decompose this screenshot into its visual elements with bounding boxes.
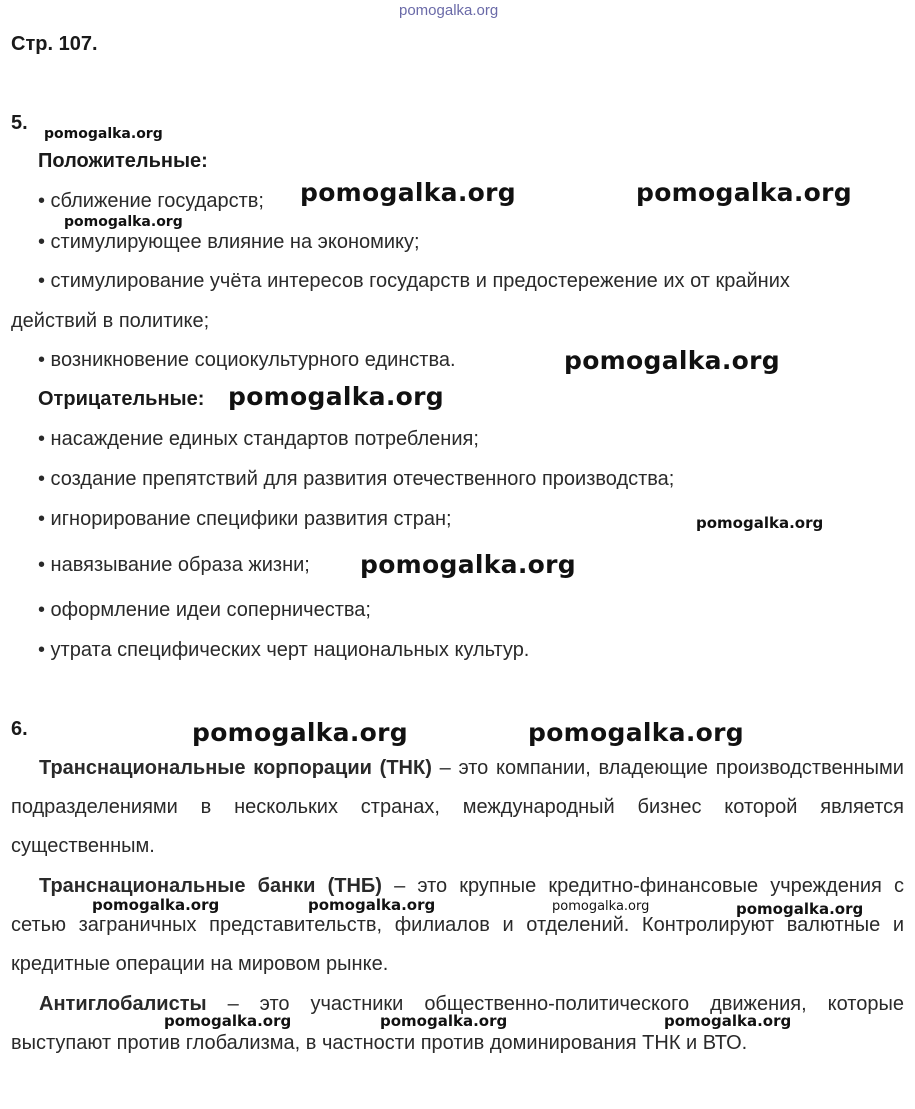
definition-antiglobalists-text: – это участники общественно-политического движения, которые выступают против глобализма, в частности против доминирования ТНК и ВТО. bbox=[11, 993, 904, 1054]
watermark-1: pomogalka.org bbox=[44, 126, 163, 142]
negative-item-4: • навязывание образа жизни; bbox=[38, 554, 310, 576]
watermark-4: pomogalka.org bbox=[64, 214, 183, 230]
watermark-10: pomogalka.org bbox=[528, 718, 744, 747]
negative-item-2: • создание препятствий для развития отечественного производства; bbox=[38, 468, 675, 490]
definition-antiglobalists-term: Антиглобалисты bbox=[39, 993, 207, 1015]
positive-item-1: • сближение государств; bbox=[38, 190, 264, 212]
watermark-top: pomogalka.org bbox=[399, 2, 499, 19]
negative-item-5: • оформление идеи соперничества; bbox=[38, 599, 371, 621]
negative-item-3: • игнорирование специфики развития стран; bbox=[38, 508, 452, 530]
task-5-number: 5. bbox=[11, 112, 28, 134]
watermark-17: pomogalka.org bbox=[664, 1012, 792, 1030]
watermark-2: pomogalka.org bbox=[300, 178, 516, 207]
positive-heading: Положительные: bbox=[38, 150, 208, 172]
watermark-13: pomogalka.org bbox=[552, 899, 650, 914]
positive-item-3-cont: действий в политике; bbox=[11, 310, 210, 332]
watermark-16: pomogalka.org bbox=[380, 1012, 508, 1030]
watermark-8: pomogalka.org bbox=[360, 550, 576, 579]
negative-heading: Отрицательные: bbox=[38, 388, 205, 410]
watermark-7: pomogalka.org bbox=[696, 514, 824, 532]
definition-tnk-term: Транснациональные корпорации (ТНК) bbox=[39, 757, 432, 779]
definition-tnk-text: – это компании, владеющие производственными подразделениями в нескольких странах, международный бизнес которой является существенным. bbox=[11, 757, 904, 857]
watermark-12: pomogalka.org bbox=[308, 896, 436, 914]
page-label: Стр. 107. bbox=[11, 33, 98, 55]
task-6-number: 6. bbox=[11, 718, 28, 740]
definition-tnb-term: Транснациональные банки (ТНБ) bbox=[39, 875, 382, 897]
watermark-9: pomogalka.org bbox=[192, 718, 408, 747]
watermark-3: pomogalka.org bbox=[636, 178, 852, 207]
positive-item-2: • стимулирующее влияние на экономику; bbox=[38, 231, 420, 253]
definition-tnb bbox=[11, 867, 904, 984]
definition-tnk bbox=[11, 749, 904, 866]
watermark-14: pomogalka.org bbox=[736, 900, 864, 918]
positive-item-3: • стимулирование учёта интересов государств и предостережение их от крайних bbox=[38, 270, 790, 292]
positive-item-4: • возникновение социокультурного единства. bbox=[38, 349, 456, 371]
negative-item-1: • насаждение единых стандартов потребления; bbox=[38, 428, 479, 450]
watermark-5: pomogalka.org bbox=[564, 346, 780, 375]
definition-tnb-text: – это крупные кредитно-финансовые учреждения с сетью заграничных представительств, филиалов и отделений. Контролируют валютные и кредитные операции на мировом рынке. bbox=[11, 875, 904, 975]
watermark-15: pomogalka.org bbox=[164, 1012, 292, 1030]
watermark-11: pomogalka.org bbox=[92, 896, 220, 914]
watermark-6: pomogalka.org bbox=[228, 382, 444, 411]
negative-item-6: • утрата специфических черт национальных культур. bbox=[38, 639, 530, 661]
